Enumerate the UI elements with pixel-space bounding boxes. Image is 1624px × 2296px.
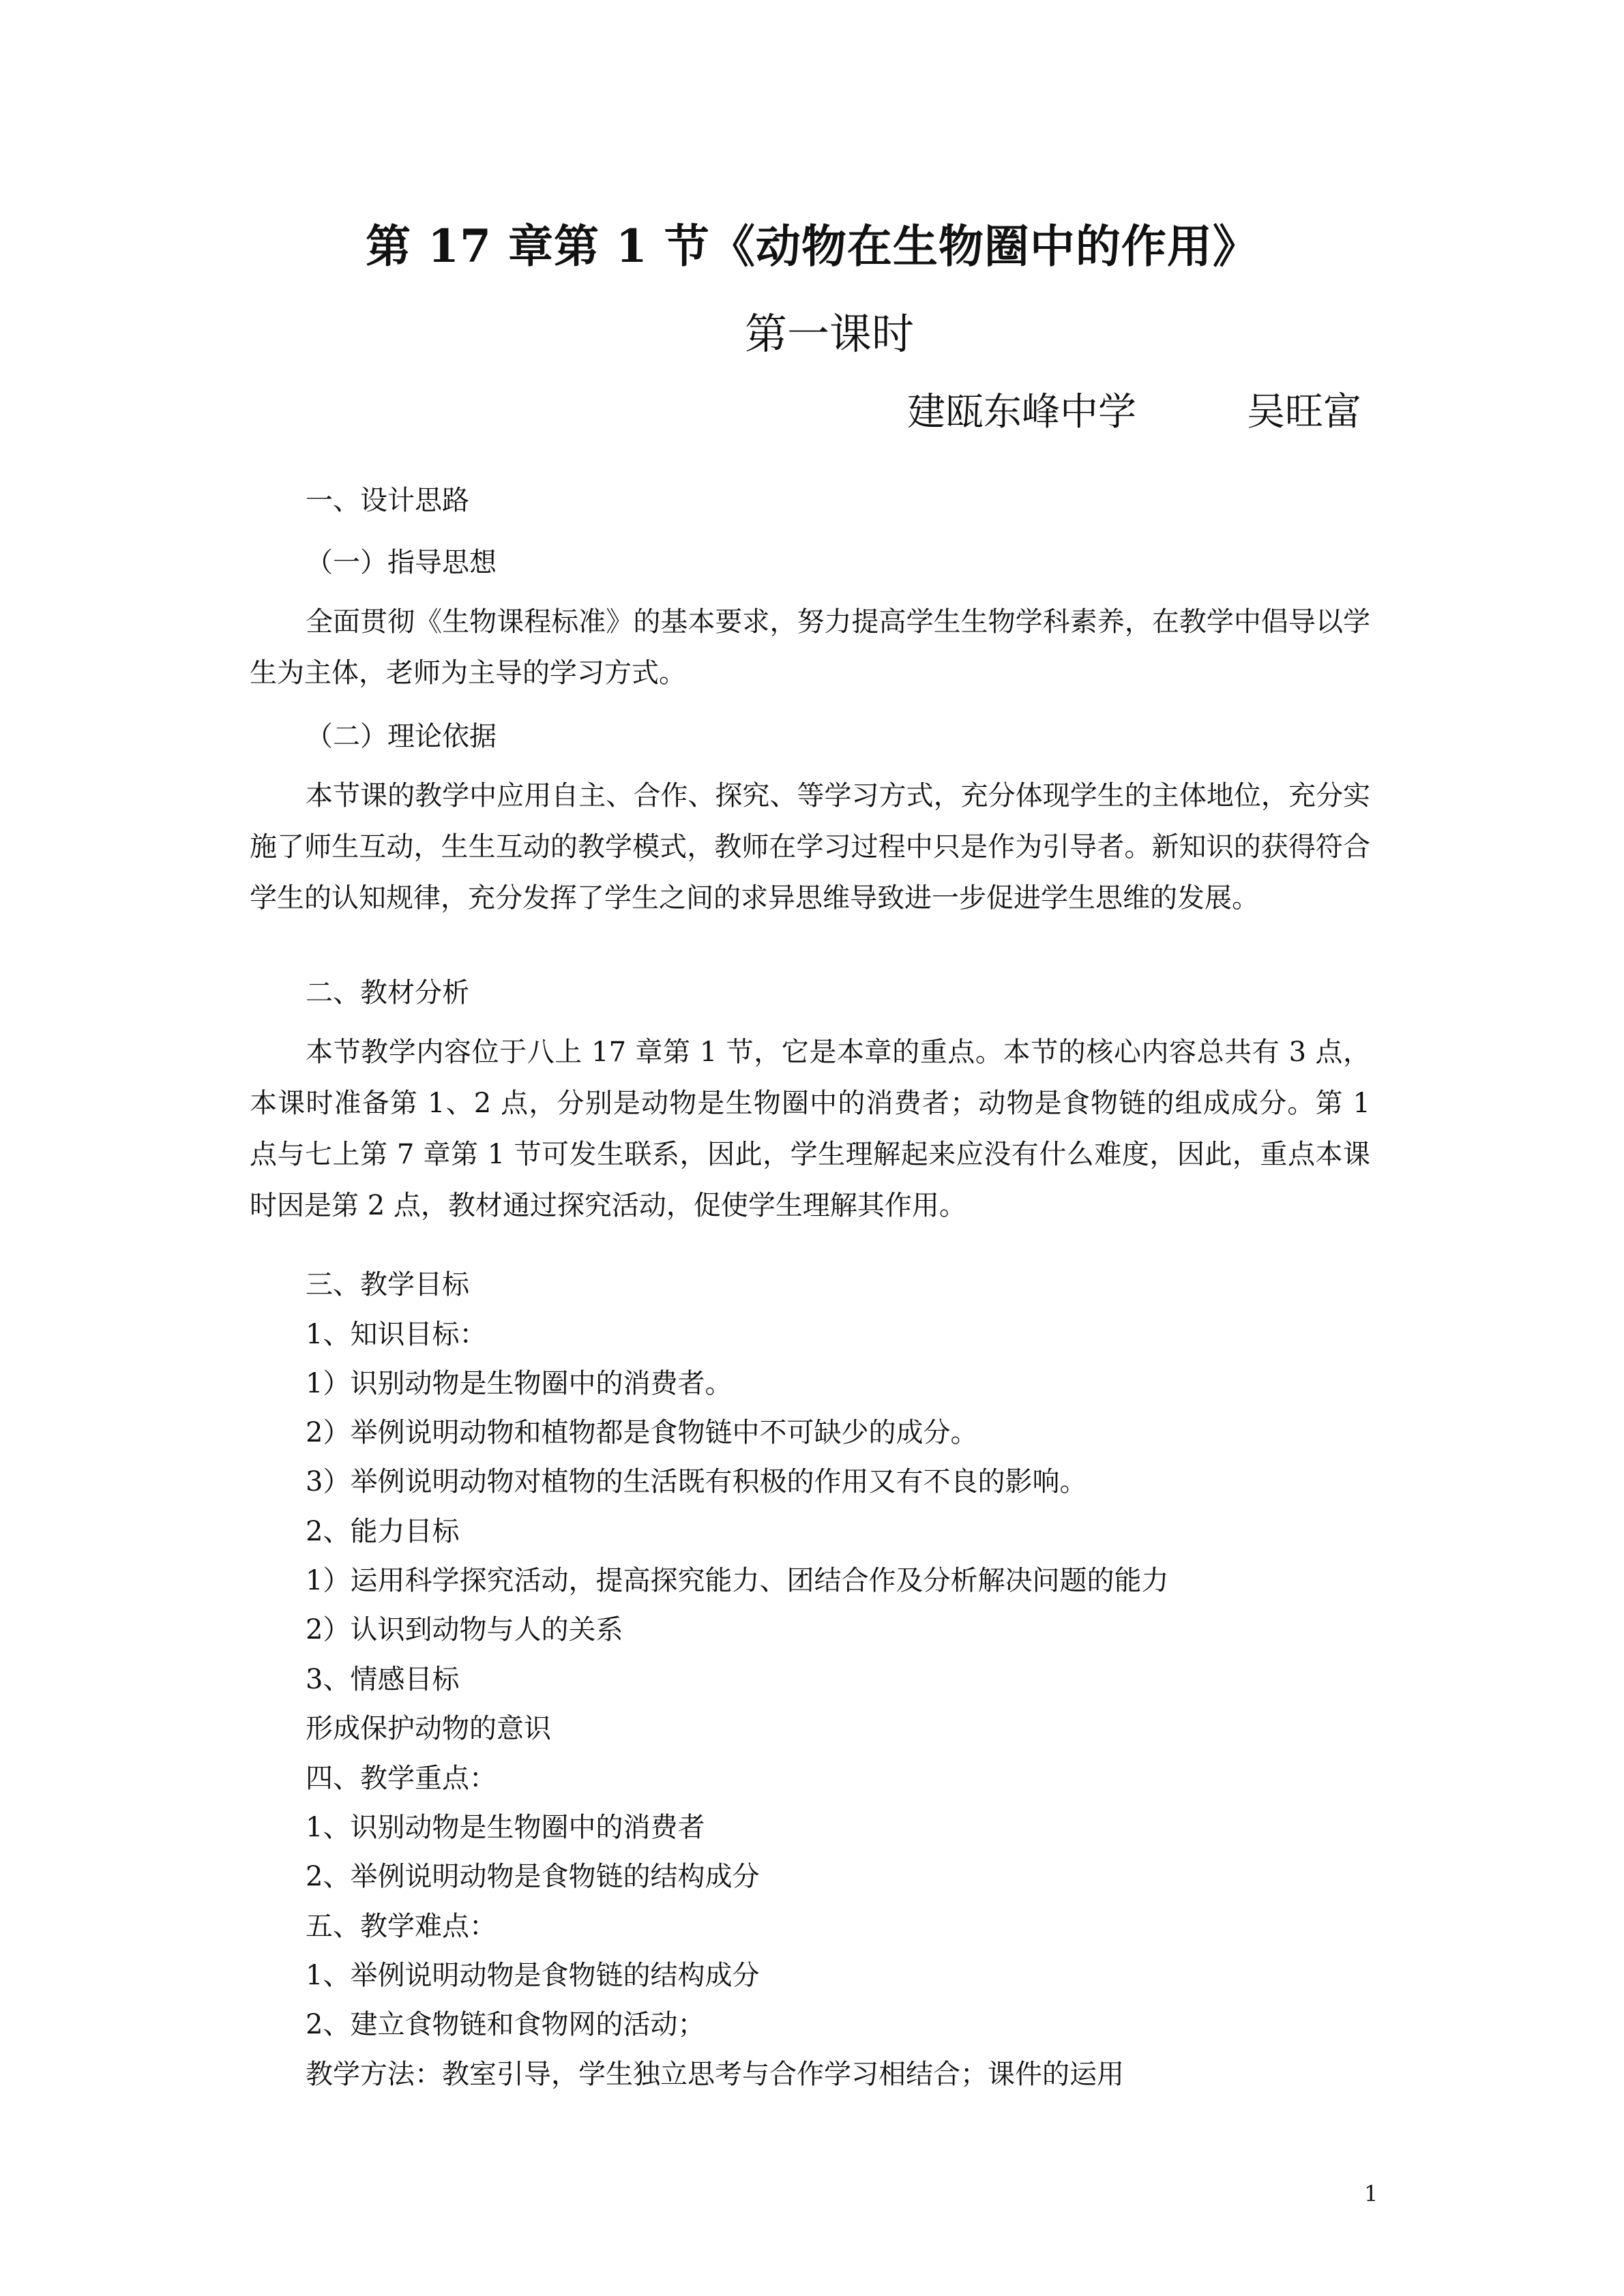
material-heading: 二、教材分析 [306,977,469,1009]
ability-item-2: 2）认识到动物与人的关系 [306,1614,623,1645]
guiding-heading: （一）指导思想 [306,547,497,578]
ability-heading: 2、能力目标 [306,1516,460,1547]
key-heading: 四、教学重点： [306,1763,497,1794]
emotion-item-1: 形成保护动物的意识 [306,1713,551,1744]
knowledge-item-2: 2）举例说明动物和植物都是食物链中不可缺少的成分。 [306,1417,978,1448]
knowledge-item-3: 3）举例说明动物对植物的生活既有积极的作用又有不良的影响。 [306,1466,1087,1497]
difficult-item-1: 1、举例说明动物是食物链的结构成分 [306,1960,760,1991]
key-item-1: 1、识别动物是生物圈中的消费者 [306,1812,705,1843]
knowledge-item-1: 1）识别动物是生物圈中的消费者。 [306,1368,733,1399]
key-item-2: 2、举例说明动物是食物链的结构成分 [306,1861,760,1892]
design-heading: 一、设计思路 [306,485,469,516]
author-name: 吴旺富 [1247,390,1361,434]
theory-text: 本节课的教学中应用自主、合作、探究、等学习方式，充分体现学生的主体地位，充分实施了师生互动，生生互动的教学模式，教师在学习过程中只是作为引导者。新知识的获得符合学生的认知规律，充分发挥了学生之间的求异思维导致进一步促进学生思维的发展。 [250,780,1370,914]
ability-item-1: 1）运用科学探究活动，提高探究能力、团结合作及分析解决问题的能力 [306,1565,1169,1596]
emotion-heading: 3、情感目标 [306,1664,460,1695]
theory-heading: （二）理论依据 [306,721,497,752]
difficult-heading: 五、教学难点： [306,1911,497,1942]
material-text: 本节教学内容位于八上 17 章第 1 节，它是本章的重点。本节的核心内容总共有 3 点，本课时准备第 1、2 点，分别是动物是生物圈中的消费者；动物是食物链的组成成分。第 1 点与七上第 7 章第 1 节可发生联系，因此，学生理解起来应没有什么难度，因此，重点本课时因是第 2 点，教材通过探究活动，促使学生理解其作用。 [250,1037,1370,1221]
knowledge-heading: 1、知识目标： [306,1319,487,1350]
school-name: 建瓯东峰中学 [907,390,1136,434]
difficult-item-2: 2、建立食物链和食物网的活动； [306,2009,705,2040]
lesson-subtitle: 第一课时 [744,309,914,359]
goals-heading: 三、教学目标 [306,1269,469,1300]
page-number: 1 [1364,2181,1378,2207]
guiding-text: 全面贯彻《生物课程标准》的基本要求，努力提高学生生物学科素养，在教学中倡导以学生为主体，老师为主导的学习方式。 [250,606,1370,689]
document-title: 第 17 章第 1 节《动物在生物圈中的作用》 [366,220,1258,273]
teaching-method: 教学方法：教室引导，学生独立思考与合作学习相结合；课件的运用 [306,2059,1124,2090]
